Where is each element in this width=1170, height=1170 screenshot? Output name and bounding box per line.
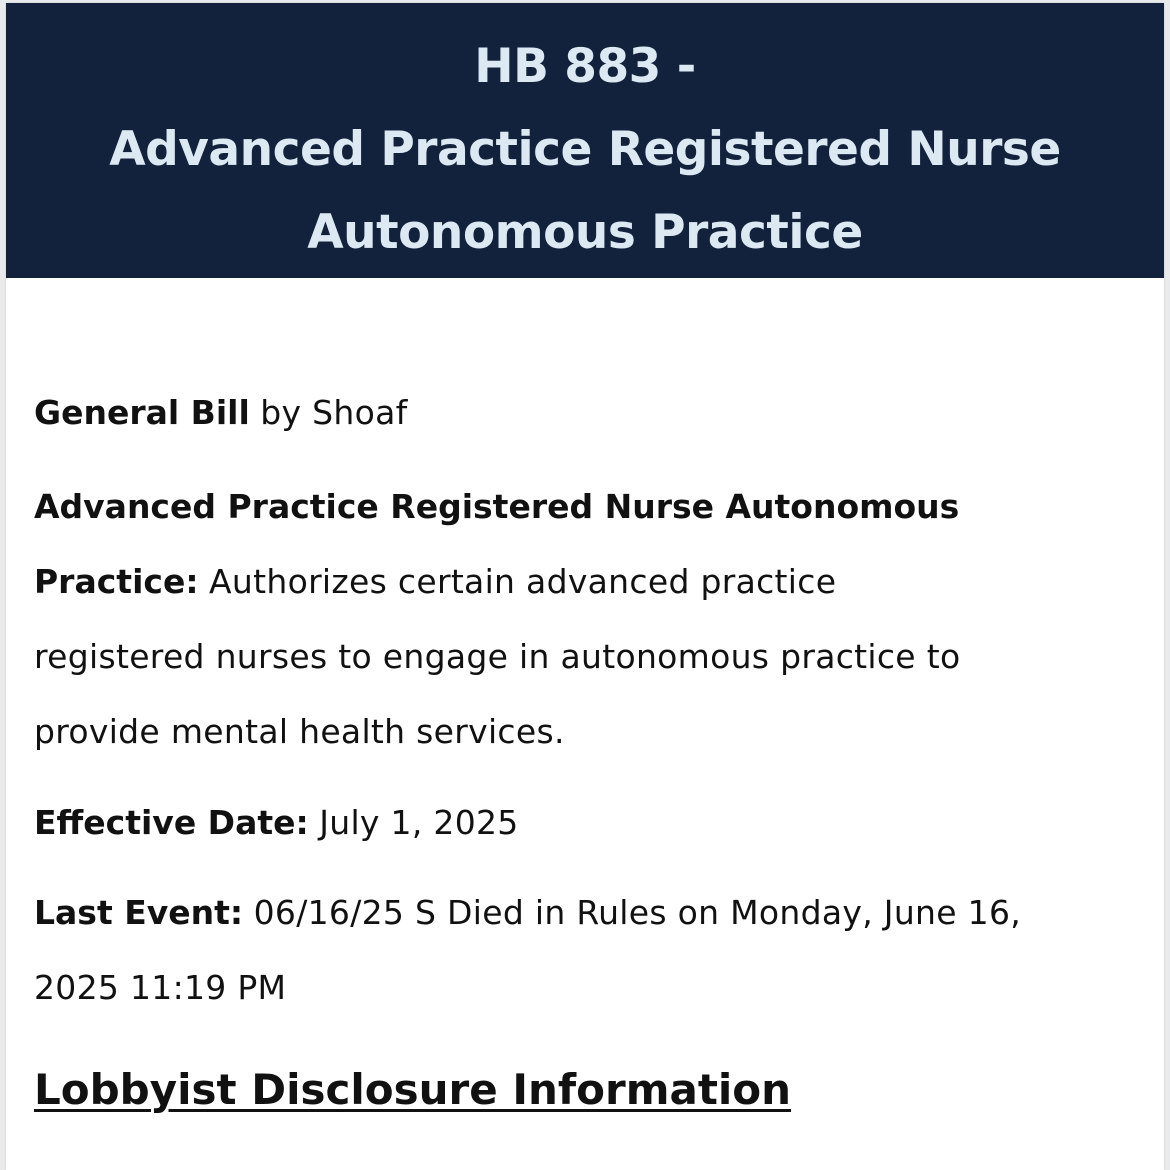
bill-title-line-1: Advanced Practice Registered Nurse xyxy=(109,122,1061,177)
bill-type-label: General Bill xyxy=(34,393,250,432)
last-event-row xyxy=(34,875,1144,1025)
bill-title-line-2: Autonomous Practice xyxy=(307,205,863,260)
summary-title-part-2: Practice: xyxy=(34,562,199,601)
bill-type-row xyxy=(34,388,408,438)
summary-text-part-1: Authorizes certain advanced practice xyxy=(209,562,837,601)
bill-number: HB 883 - xyxy=(474,39,696,94)
summary-line-2 xyxy=(34,544,1139,619)
last-event-line-1 xyxy=(34,875,1144,950)
bill-sponsor: by Shoaf xyxy=(260,393,408,432)
effective-date-value: July 1, 2025 xyxy=(319,803,519,842)
bill-header xyxy=(6,3,1164,278)
effective-date-row xyxy=(34,798,519,848)
lobbyist-disclosure-link[interactable]: Lobbyist Disclosure Information xyxy=(34,1065,792,1114)
summary-title-part-1: Advanced Practice Registered Nurse Autonomous xyxy=(34,487,960,526)
last-event-label: Last Event: xyxy=(34,893,244,932)
bill-summary xyxy=(34,469,1139,769)
summary-line-1 xyxy=(34,469,1139,544)
last-event-value-part-1: 06/16/25 S Died in Rules on Monday, June 16, xyxy=(253,893,1022,932)
last-event-value-part-2: 2025 11:19 PM xyxy=(34,968,287,1007)
summary-text-part-2: registered nurses to engage in autonomous practice to xyxy=(34,637,961,676)
summary-text-part-3: provide mental health services. xyxy=(34,712,565,751)
effective-date-label: Effective Date: xyxy=(34,803,309,842)
bill-page xyxy=(6,3,1164,1170)
